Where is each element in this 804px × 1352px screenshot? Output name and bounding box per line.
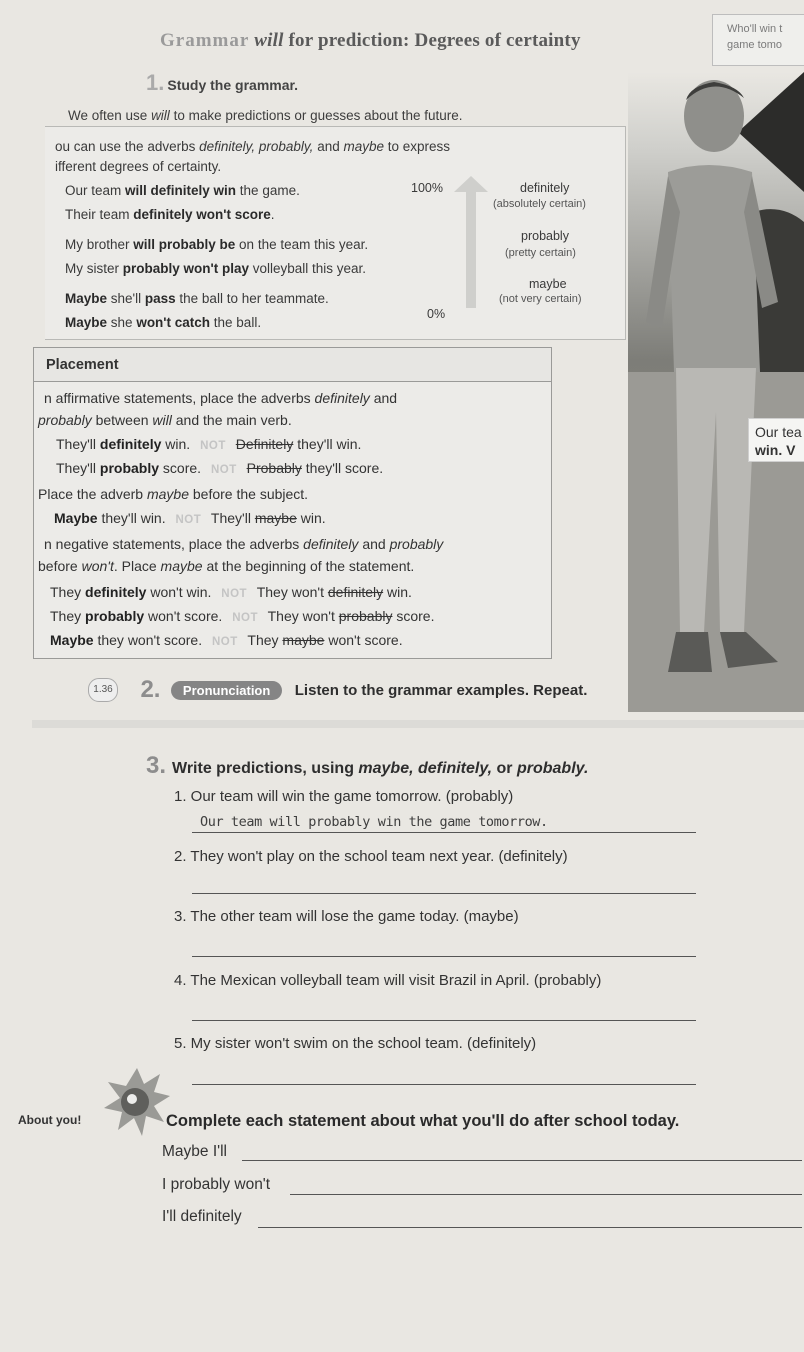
completion-prompt: Maybe I'll [162, 1143, 227, 1160]
scale-bottom-label: 0% [427, 307, 446, 321]
exercise-2 [88, 676, 587, 704]
intro-text: We often use will to make predictions or guesses about the future. [68, 108, 463, 123]
section-divider [32, 720, 804, 728]
exercise-2-instruction: Listen to the grammar examples. Repeat. [294, 681, 588, 699]
completion-prompt: I'll definitely [162, 1208, 242, 1225]
grammar-box [45, 126, 626, 340]
grammar-example: My sister probably won't play volleyball this year. [65, 261, 367, 276]
completion-line[interactable] [290, 1194, 802, 1195]
pronunciation-badge: Pronunciation [171, 681, 282, 700]
exercise-item: 3. The other team will lose the game today. (maybe) [174, 908, 519, 925]
not-label: NOT [210, 464, 237, 476]
level-note: (not very certain) [499, 293, 582, 305]
placement-example: Maybe they'll win. NOT They'll maybe win. [54, 510, 326, 526]
level-note: (pretty certain) [505, 247, 576, 259]
completion-line[interactable] [242, 1160, 802, 1161]
placement-example: They'll definitely win. NOT Definitely they'll win. [56, 436, 362, 452]
grammar-example: Maybe she'll pass the ball to her teammate. [65, 291, 329, 306]
exercise-item: 2. They won't play on the school team next year. (definitely) [174, 848, 568, 865]
photo-speech-callout: Our tea win. V [748, 418, 804, 462]
placement-rule: before won't. Place maybe at the beginning of the statement. [38, 558, 415, 574]
exercise-item: 5. My sister won't swim on the school team. (definitely) [174, 1035, 537, 1052]
grammar-explanation-line1: ou can use the adverbs definitely, probably, and maybe to express [55, 139, 451, 154]
burst-icon [102, 1066, 172, 1142]
corner-callout: Who'll win t game tomo [712, 14, 804, 66]
answer-line[interactable] [192, 1020, 696, 1021]
answer-line[interactable] [192, 956, 696, 957]
placement-rule: probably between will and the main verb. [38, 412, 292, 428]
placement-example: They'll probably score. NOT Probably they'll score. [56, 460, 384, 476]
not-label: NOT [175, 514, 202, 526]
photo-soccer-player [628, 72, 804, 712]
about-you-instruction: Complete each statement about what you'll do after school today. [166, 1112, 680, 1130]
level-word: probably [521, 229, 569, 243]
grammar-example: Their team definitely won't score. [65, 207, 275, 222]
placement-rule: n negative statements, place the adverbs definitely and probably [44, 536, 444, 552]
exercise-item: 1. Our team will win the game tomorrow. (probably) [174, 788, 514, 805]
completion-line[interactable] [258, 1227, 802, 1228]
placement-heading: Placement [46, 357, 119, 373]
answer-line[interactable] [192, 832, 696, 833]
level-word: maybe [529, 277, 567, 291]
certainty-arrow-shaft [466, 188, 476, 308]
completion-prompt: I probably won't [162, 1176, 271, 1193]
answer-line[interactable] [192, 893, 696, 894]
grammar-example: Our team will definitely win the game. [65, 183, 300, 198]
not-label: NOT [232, 612, 258, 624]
placement-rule: n affirmative statements, place the adverbs definitely and [44, 390, 398, 406]
not-label: NOT [211, 636, 238, 648]
exercise-3-heading: 3. Write predictions, using maybe, definitely, or probably. [146, 752, 589, 779]
grammar-example: My brother will probably be on the team this year. [65, 237, 369, 252]
placement-box [33, 347, 552, 659]
not-label: NOT [221, 588, 248, 600]
exercise-item: 4. The Mexican volleyball team will visit Brazil in April. (probably) [174, 972, 602, 989]
not-label: NOT [200, 440, 226, 452]
level-note: (absolutely certain) [493, 198, 586, 210]
level-word: definitely [520, 181, 570, 195]
page-title: Grammar will for prediction: Degrees of certainty [160, 30, 581, 51]
placement-example: They probably won't score. NOT They won't probably score. [50, 608, 435, 624]
placement-example: They definitely won't win. NOT They won't definitely win. [50, 584, 412, 600]
placement-example: Maybe they won't score. NOT They maybe won't score. [50, 632, 403, 648]
placement-rule: Place the adverb maybe before the subject. [38, 486, 309, 502]
answer-line[interactable] [192, 1084, 696, 1085]
sample-answer: Our team will probably win the game tomorrow. [200, 814, 548, 830]
scale-top-label: 100% [411, 181, 443, 195]
grammar-explanation-line2: ifferent degrees of certainty. [55, 159, 222, 174]
exercise-number: 2. [140, 676, 161, 703]
placement-header [34, 348, 551, 382]
grammar-example: Maybe she won't catch the ball. [65, 315, 262, 330]
audio-track-icon[interactable]: 1.36 [88, 678, 118, 702]
step-1-heading: 1. Study the grammar. [146, 70, 299, 95]
about-you-label: About you! [18, 1113, 82, 1127]
